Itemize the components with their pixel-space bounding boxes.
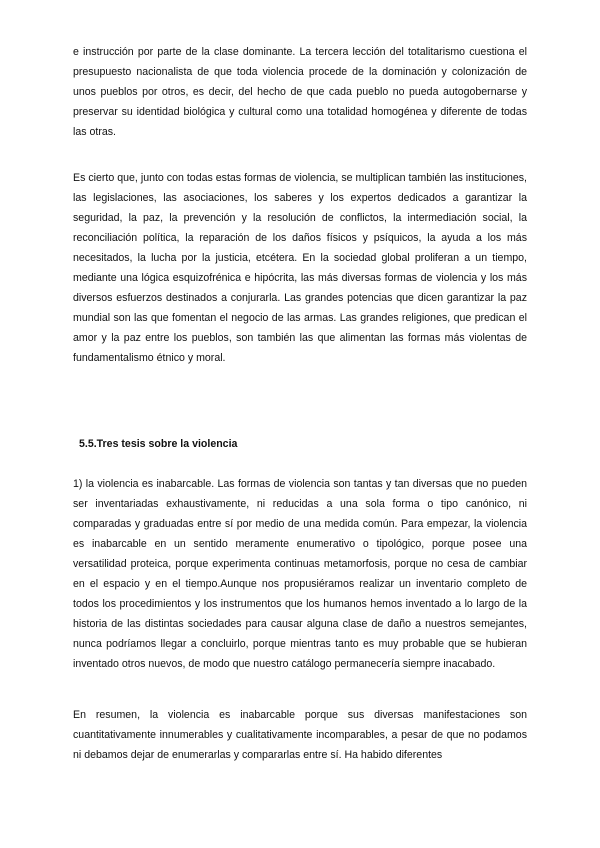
- paragraph-totalitarismo: e instrucción por parte de la clase dominante. La tercera lección del totalitarismo cuestiona el presupuesto nacionalista de que toda violencia procede de la dominación y colonización de unos pueblos por otros, es decir, del hecho de que cada pueblo no pueda autogobernarse y preservar su identidad biológica y cultural como una totalidad homogénea y diferente de todas las otras.: [73, 46, 527, 138]
- section-heading: 5.5.Tres tesis sobre la violencia: [79, 438, 238, 450]
- paragraph-tesis-1: 1) la violencia es inabarcable. Las formas de violencia son tantas y tan diversas que no pueden ser inventariadas exhaustivamente, ni reducidas a una sola forma o tipo canónico, ni comparadas y graduadas entre sí por medio de una medida común. Para empezar, la violencia es inabarcable en un sentido meramente enumerativo o tipológico, porque posee una versatilidad proteica, porque experimenta continuas metamorfosis, porque no cesa de cambiar en el espacio y en el tiempo.Aunque nos propusiéramos realizar un inventario completo de todos los procedimientos y los instrumentos que los humanos hemos inventado a lo largo de la historia de las distintas sociedades para causar alguna clase de daño a nuestros semejantes, nunca podríamos llegar a concluirlo, porque mientras tanto es muy probable que se hubieran inventado otros nuevos, de modo que nuestro catálogo permanecería siempre inacabado.: [73, 478, 527, 670]
- paragraph-formas-violencia: Es cierto que, junto con todas estas formas de violencia, se multiplican también las instituciones, las legislaciones, las asociaciones, los saberes y los expertos dedicados a garantizar la seguridad, la paz, la prevención y la resolución de conflictos, la intermediación social, la reconciliación política, la reparación de los daños físicos y psíquicos, la ayuda a los más necesitados, la lucha por la justicia, etcétera. En la sociedad global proliferan a un tiempo, mediante una lógica esquizofrénica e hipócrita, las más diversas formas de violencia y los más diversos esfuerzos destinados a conjurarla. Las grandes potencias que dicen garantizar la paz mundial son las que fomentan el negocio de las armas. Las grandes religiones, que predican el amor y la paz entre los pueblos, son también las que alimentan las formas más violentas de fundamentalismo étnico y moral.: [73, 172, 527, 364]
- paragraph-resumen: En resumen, la violencia es inabarcable porque sus diversas manifestaciones son cuantitativamente innumerables y cualitativamente incomparables, a pesar de que no podamos ni debamos dejar de enumerarlas y compararlas entre sí. Ha habido diferentes: [73, 709, 527, 761]
